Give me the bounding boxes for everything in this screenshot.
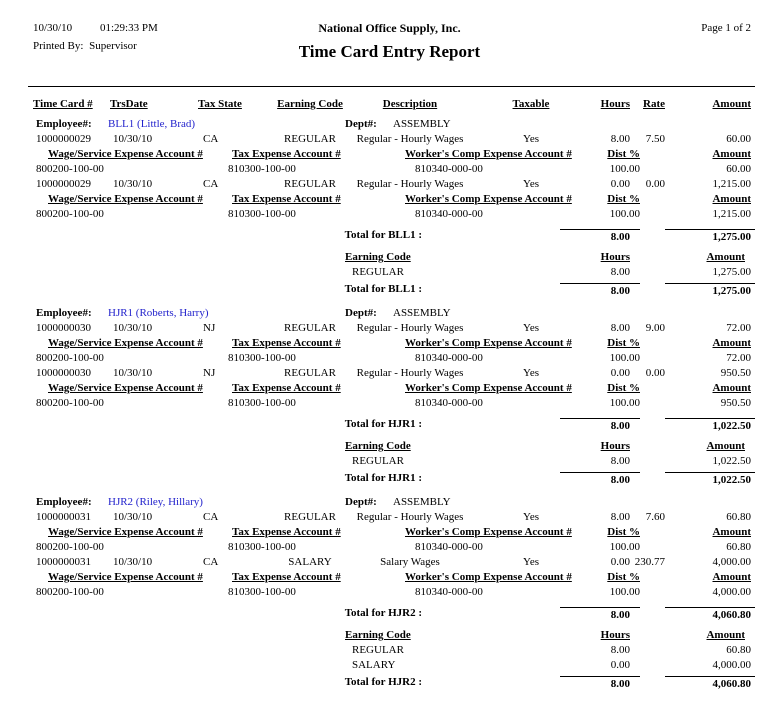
total-amount: 1,022.50 — [665, 472, 755, 487]
timecard-number: 1000000031 — [36, 556, 91, 568]
taxable: Yes — [522, 322, 539, 334]
expense-header-row — [0, 148, 779, 163]
description: Regular - Hourly Wages — [356, 511, 464, 523]
dist-amount: 60.00 — [726, 163, 751, 175]
tax-expense-account: 810300-100-00 — [228, 163, 296, 175]
summary-hours: 8.00 — [610, 455, 630, 467]
expense-header-row — [0, 337, 779, 352]
col-tax-expense-account: Tax Expense Account # — [232, 382, 341, 394]
col-summary-amount: Amount — [706, 251, 745, 263]
expense-value-row — [0, 208, 779, 223]
col-amount: Amount — [712, 98, 751, 110]
timecard-row — [0, 511, 779, 526]
trs-date: 10/30/10 — [113, 133, 153, 145]
expense-header-row — [0, 526, 779, 541]
total-hours: 8.00 — [560, 418, 640, 433]
total-row-summary — [0, 470, 779, 488]
rate: 230.77 — [634, 556, 665, 568]
summary-amount: 1,022.50 — [712, 455, 751, 467]
timecard-row — [0, 178, 779, 193]
col-sub-amount: Amount — [712, 337, 751, 349]
total-label: Total for HJR1 : — [344, 472, 422, 484]
summary-row — [0, 266, 779, 281]
employee-link[interactable]: HJR1 (Roberts, Harry) — [108, 307, 209, 319]
col-sub-amount: Amount — [712, 526, 751, 538]
col-tax-expense-account: Tax Expense Account # — [232, 526, 341, 538]
employee-header-row — [0, 118, 779, 133]
col-summary-earning-code: Earning Code — [345, 251, 411, 263]
amount: 72.00 — [726, 322, 751, 334]
col-wage-expense-account: Wage/Service Expense Account # — [48, 571, 203, 583]
rate: 7.50 — [645, 133, 665, 145]
description: Regular - Hourly Wages — [356, 133, 464, 145]
dist-percent: 100.00 — [609, 586, 640, 598]
taxable: Yes — [522, 178, 539, 190]
trs-date: 10/30/10 — [113, 322, 153, 334]
rate: 7.60 — [645, 511, 665, 523]
total-label: Total for BLL1 : — [344, 283, 422, 295]
comp-expense-account: 810340-000-00 — [415, 163, 483, 175]
timecard-number: 1000000030 — [36, 367, 91, 379]
total-amount: 1,275.00 — [665, 229, 755, 244]
col-tax-expense-account: Tax Expense Account # — [232, 337, 341, 349]
col-comp-expense-account: Worker's Comp Expense Account # — [405, 571, 572, 583]
summary-earning-code: REGULAR — [352, 266, 404, 278]
col-tax-expense-account: Tax Expense Account # — [232, 148, 341, 160]
header-divider — [28, 86, 755, 87]
summary-header-row — [0, 629, 779, 644]
dist-percent: 100.00 — [609, 541, 640, 553]
tax-state: CA — [203, 511, 219, 523]
col-comp-expense-account: Worker's Comp Expense Account # — [405, 193, 572, 205]
earning-code: SALARY — [288, 556, 332, 568]
total-label: Total for HJR2 : — [344, 607, 422, 619]
hours: 8.00 — [610, 133, 630, 145]
wage-expense-account: 800200-100-00 — [36, 163, 104, 175]
col-comp-expense-account: Worker's Comp Expense Account # — [405, 148, 572, 160]
spacer — [0, 692, 779, 700]
summary-amount: 60.80 — [726, 644, 751, 656]
employee-number-label: Employee#: — [36, 496, 92, 508]
comp-expense-account: 810340-000-00 — [415, 541, 483, 553]
employee-header-row — [0, 307, 779, 322]
expense-value-row — [0, 352, 779, 367]
dist-amount: 72.00 — [726, 352, 751, 364]
col-sub-amount: Amount — [712, 193, 751, 205]
col-wage-expense-account: Wage/Service Expense Account # — [48, 526, 203, 538]
summary-amount: 4,000.00 — [712, 659, 751, 671]
expense-header-row — [0, 193, 779, 208]
earning-code: REGULAR — [284, 178, 336, 190]
tax-state: NJ — [203, 322, 216, 334]
printed-by-label: Printed By: — [33, 40, 84, 52]
summary-row — [0, 455, 779, 470]
total-row-detail — [0, 416, 779, 434]
comp-expense-account: 810340-000-00 — [415, 586, 483, 598]
report-body-area — [0, 98, 779, 700]
col-dist-percent: Dist % — [607, 337, 640, 349]
dist-percent: 100.00 — [609, 208, 640, 220]
dept-label: Dept#: — [345, 496, 377, 508]
col-summary-amount: Amount — [706, 629, 745, 641]
summary-header-row — [0, 251, 779, 266]
col-rate: Rate — [643, 98, 665, 110]
timecard-row — [0, 367, 779, 382]
total-label: Total for HJR1 : — [344, 418, 422, 430]
total-hours: 8.00 — [560, 283, 640, 298]
earning-code: REGULAR — [284, 133, 336, 145]
total-row-detail — [0, 227, 779, 245]
expense-header-row — [0, 382, 779, 397]
employee-number-label: Employee#: — [36, 307, 92, 319]
taxable: Yes — [522, 511, 539, 523]
dept-value: ASSEMBLY — [393, 118, 451, 130]
dist-amount: 60.80 — [726, 541, 751, 553]
col-trsdate: TrsDate — [110, 98, 148, 110]
summary-hours: 8.00 — [610, 266, 630, 278]
earning-code: REGULAR — [284, 367, 336, 379]
col-description: Description — [382, 98, 438, 110]
hours: 0.00 — [610, 556, 630, 568]
timecard-number: 1000000030 — [36, 322, 91, 334]
dist-percent: 100.00 — [609, 163, 640, 175]
company-name: National Office Supply, Inc. — [318, 21, 461, 35]
dept-value: ASSEMBLY — [393, 496, 451, 508]
col-summary-hours: Hours — [600, 251, 630, 263]
dept-value: ASSEMBLY — [393, 307, 451, 319]
total-amount: 4,060.80 — [665, 607, 755, 622]
page-indicator: Page 1 of 2 — [701, 22, 751, 34]
col-sub-amount: Amount — [712, 382, 751, 394]
print-time: 01:29:33 PM — [100, 22, 158, 34]
taxable: Yes — [522, 367, 539, 379]
dist-amount: 4,000.00 — [712, 586, 751, 598]
total-amount: 4,060.80 — [665, 676, 755, 691]
col-wage-expense-account: Wage/Service Expense Account # — [48, 337, 203, 349]
col-sub-amount: Amount — [712, 571, 751, 583]
trs-date: 10/30/10 — [113, 511, 153, 523]
total-hours: 8.00 — [560, 607, 640, 622]
col-wage-expense-account: Wage/Service Expense Account # — [48, 193, 203, 205]
amount: 60.80 — [726, 511, 751, 523]
tax-state: NJ — [203, 367, 216, 379]
employee-number-label: Employee#: — [36, 118, 92, 130]
employee-link[interactable]: BLL1 (Little, Brad) — [108, 118, 196, 130]
dist-amount: 950.50 — [720, 397, 751, 409]
wage-expense-account: 800200-100-00 — [36, 397, 104, 409]
total-amount: 1,275.00 — [665, 283, 755, 298]
col-timecard: Time Card # — [33, 98, 93, 110]
col-wage-expense-account: Wage/Service Expense Account # — [48, 148, 203, 160]
dist-percent: 100.00 — [609, 352, 640, 364]
amount: 4,000.00 — [712, 556, 751, 568]
total-hours: 8.00 — [560, 472, 640, 487]
total-row-detail — [0, 605, 779, 623]
col-summary-hours: Hours — [600, 629, 630, 641]
report-title: Time Card Entry Report — [298, 42, 481, 61]
tax-expense-account: 810300-100-00 — [228, 397, 296, 409]
rate: 9.00 — [645, 322, 665, 334]
hours: 0.00 — [610, 367, 630, 379]
timecard-row — [0, 322, 779, 337]
description: Regular - Hourly Wages — [356, 178, 464, 190]
col-summary-amount: Amount — [706, 440, 745, 452]
col-dist-percent: Dist % — [607, 382, 640, 394]
total-amount: 1,022.50 — [665, 418, 755, 433]
description: Salary Wages — [380, 556, 440, 568]
employee-section — [0, 307, 779, 496]
col-summary-hours: Hours — [600, 440, 630, 452]
col-tax-expense-account: Tax Expense Account # — [232, 571, 341, 583]
col-earncode: Earning Code — [277, 98, 343, 110]
col-comp-expense-account: Worker's Comp Expense Account # — [405, 382, 572, 394]
amount: 1,215.00 — [712, 178, 751, 190]
hours: 0.00 — [610, 178, 630, 190]
col-comp-expense-account: Worker's Comp Expense Account # — [405, 337, 572, 349]
total-row-summary — [0, 281, 779, 299]
tax-state: CA — [203, 556, 219, 568]
trs-date: 10/30/10 — [113, 556, 153, 568]
employee-section — [0, 118, 779, 307]
col-taxstate: Tax State — [198, 98, 242, 110]
wage-expense-account: 800200-100-00 — [36, 352, 104, 364]
summary-earning-code: SALARY — [352, 659, 396, 671]
earning-code: REGULAR — [284, 322, 336, 334]
timecard-number: 1000000031 — [36, 511, 91, 523]
taxable: Yes — [522, 133, 539, 145]
dist-percent: 100.00 — [609, 397, 640, 409]
col-dist-percent: Dist % — [607, 526, 640, 538]
employee-section — [0, 496, 779, 700]
employee-link[interactable]: HJR2 (Riley, Hillary) — [108, 496, 203, 508]
expense-value-row — [0, 163, 779, 178]
employee-header-row — [0, 496, 779, 511]
tax-state: CA — [203, 133, 219, 145]
taxable: Yes — [522, 556, 539, 568]
column-header-row — [0, 98, 779, 114]
print-date: 10/30/10 — [33, 22, 73, 34]
comp-expense-account: 810340-000-00 — [415, 208, 483, 220]
col-taxable: Taxable — [512, 98, 550, 110]
summary-hours: 0.00 — [610, 659, 630, 671]
summary-earning-code: REGULAR — [352, 644, 404, 656]
report-body — [0, 118, 779, 700]
col-sub-amount: Amount — [712, 148, 751, 160]
comp-expense-account: 810340-000-00 — [415, 352, 483, 364]
timecard-row — [0, 133, 779, 148]
timecard-row — [0, 556, 779, 571]
dept-label: Dept#: — [345, 307, 377, 319]
total-hours: 8.00 — [560, 676, 640, 691]
dist-amount: 1,215.00 — [712, 208, 751, 220]
wage-expense-account: 800200-100-00 — [36, 586, 104, 598]
total-row-summary — [0, 674, 779, 692]
summary-hours: 8.00 — [610, 644, 630, 656]
expense-value-row — [0, 541, 779, 556]
expense-value-row — [0, 586, 779, 601]
dept-label: Dept#: — [345, 118, 377, 130]
total-hours: 8.00 — [560, 229, 640, 244]
earning-code: REGULAR — [284, 511, 336, 523]
amount: 950.50 — [720, 367, 751, 379]
hours: 8.00 — [610, 322, 630, 334]
rate: 0.00 — [645, 367, 665, 379]
col-dist-percent: Dist % — [607, 571, 640, 583]
wage-expense-account: 800200-100-00 — [36, 541, 104, 553]
summary-row — [0, 659, 779, 674]
tax-state: CA — [203, 178, 219, 190]
spacer — [0, 488, 779, 496]
timecard-number: 1000000029 — [36, 133, 91, 145]
trs-date: 10/30/10 — [113, 367, 153, 379]
description: Regular - Hourly Wages — [356, 367, 464, 379]
col-comp-expense-account: Worker's Comp Expense Account # — [405, 526, 572, 538]
spacer — [0, 299, 779, 307]
timecard-number: 1000000029 — [36, 178, 91, 190]
total-label: Total for BLL1 : — [344, 229, 422, 241]
total-label: Total for HJR2 : — [344, 676, 422, 688]
col-dist-percent: Dist % — [607, 193, 640, 205]
printed-by-value: Supervisor — [89, 40, 137, 52]
summary-header-row — [0, 440, 779, 455]
col-tax-expense-account: Tax Expense Account # — [232, 193, 341, 205]
rate: 0.00 — [645, 178, 665, 190]
summary-earning-code: REGULAR — [352, 455, 404, 467]
col-hours: Hours — [600, 98, 630, 110]
col-summary-earning-code: Earning Code — [345, 629, 411, 641]
amount: 60.00 — [726, 133, 751, 145]
tax-expense-account: 810300-100-00 — [228, 352, 296, 364]
tax-expense-account: 810300-100-00 — [228, 586, 296, 598]
description: Regular - Hourly Wages — [356, 322, 464, 334]
tax-expense-account: 810300-100-00 — [228, 541, 296, 553]
comp-expense-account: 810340-000-00 — [415, 397, 483, 409]
expense-header-row — [0, 571, 779, 586]
expense-value-row — [0, 397, 779, 412]
summary-amount: 1,275.00 — [712, 266, 751, 278]
col-summary-earning-code: Earning Code — [345, 440, 411, 452]
trs-date: 10/30/10 — [113, 178, 153, 190]
tax-expense-account: 810300-100-00 — [228, 208, 296, 220]
col-wage-expense-account: Wage/Service Expense Account # — [48, 382, 203, 394]
wage-expense-account: 800200-100-00 — [36, 208, 104, 220]
col-dist-percent: Dist % — [607, 148, 640, 160]
summary-row — [0, 644, 779, 659]
hours: 8.00 — [610, 511, 630, 523]
